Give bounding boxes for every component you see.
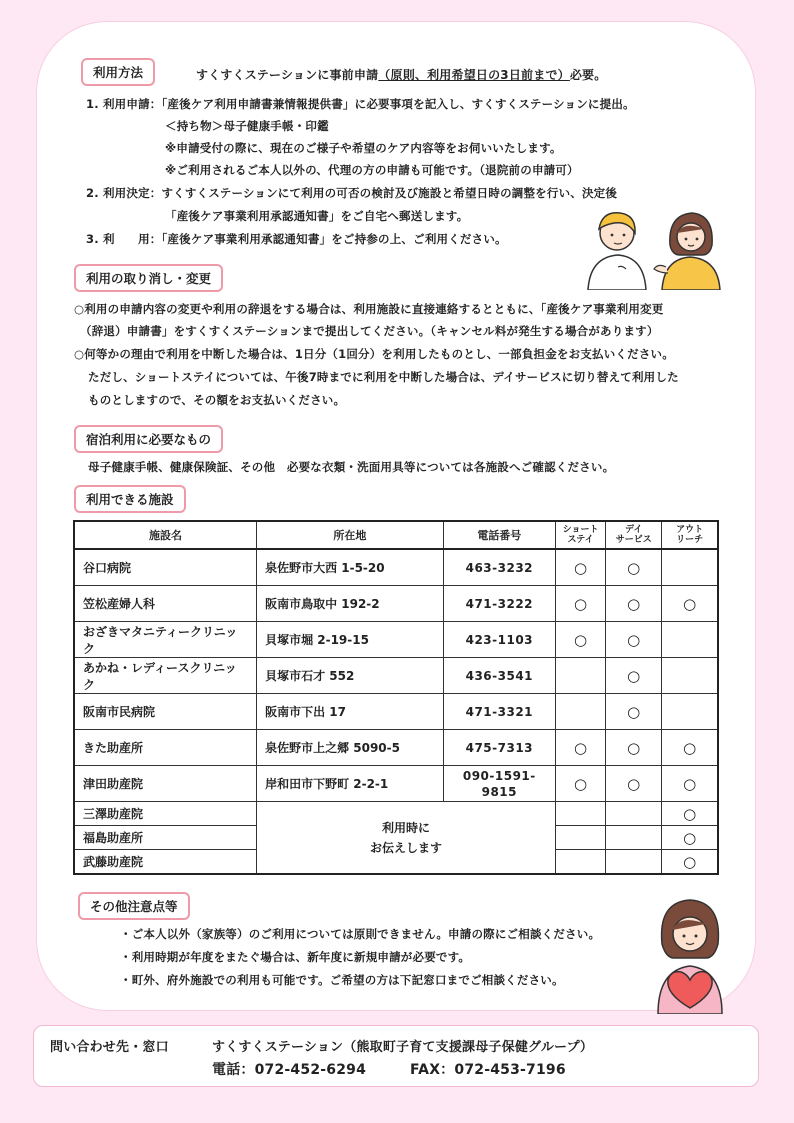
other-line-2: ・利用時期が年度をまたぐ場合は、新年度に新規申請が必要です。	[120, 950, 471, 964]
facilities-label: 利用できる施設	[74, 485, 186, 513]
short-stay-mark: ○	[555, 549, 605, 586]
usage-intro: すくすくステーションに事前申請（原則、利用希望日の3日前まで）必要。	[196, 68, 607, 82]
header-day-service: デイ サービス	[606, 521, 662, 549]
header-short-stay: ショート ステイ	[555, 521, 605, 549]
cancel-line-2: （辞退）申請書」をすくすくステーションまで提出してください。（キャンセル料が発生する場合があります）	[80, 324, 659, 338]
stay-text: 母子健康手帳、健康保険証、その他 必要な衣類・洗面用具等については各施設へご確認ください。	[88, 460, 615, 474]
usage-line-7: 3. 利 用：「産後ケア事業利用承認通知書」をご持参の上、ご利用ください。	[86, 232, 507, 246]
outreach-mark: ○	[662, 826, 718, 850]
outreach-mark	[662, 622, 718, 658]
short-stay-mark: ○	[555, 730, 605, 766]
header-address: 所在地	[257, 521, 444, 549]
outreach-mark: ○	[662, 730, 718, 766]
contact-tel: 電話：072-452-6294	[212, 1062, 367, 1078]
contact-label: 問い合わせ先・窓口	[50, 1040, 169, 1055]
outreach-mark	[662, 658, 718, 694]
outreach-mark: ○	[662, 850, 718, 875]
outreach-mark	[662, 549, 718, 586]
facility-name: 津田助産院	[74, 766, 257, 802]
facility-address: 泉佐野市大西 1-5-20	[257, 549, 444, 586]
day-service-mark	[606, 802, 662, 826]
contact-on-use-note: 利用時に お伝えします	[257, 802, 556, 875]
outreach-mark: ○	[662, 586, 718, 622]
cancel-line-4: ただし、ショートステイについては、午後7時までに利用を中断した場合は、デイサービスに切り替えて利用した	[88, 370, 679, 384]
boy-figure-icon	[588, 213, 646, 290]
facility-name: 武藤助産院	[74, 850, 257, 875]
facility-phone: 436-3541	[443, 658, 555, 694]
facility-name: 阪南市民病院	[74, 694, 257, 730]
short-stay-mark: ○	[555, 622, 605, 658]
usage-line-2: ＜持ち物＞母子健康手帳・印鑑	[165, 119, 329, 133]
table-row	[74, 658, 718, 694]
cancel-label: 利用の取り消し・変更	[74, 264, 223, 292]
short-stay-mark	[555, 658, 605, 694]
facility-address: 岸和田市下野町 2-2-1	[257, 766, 444, 802]
facility-address: 阪南市鳥取中 192-2	[257, 586, 444, 622]
day-service-mark: ○	[606, 730, 662, 766]
facilities-table	[73, 520, 719, 875]
short-stay-mark	[555, 694, 605, 730]
facility-name: 谷口病院	[74, 549, 257, 586]
header-name: 施設名	[74, 521, 257, 549]
facility-address: 泉佐野市上之郷 5090-5	[257, 730, 444, 766]
contact-box	[33, 1025, 759, 1087]
table-row	[74, 766, 718, 802]
short-stay-mark: ○	[555, 586, 605, 622]
facility-address: 貝塚市石才 552	[257, 658, 444, 694]
cancel-line-1: ○利用の申請内容の変更や利用の辞退をする場合は、利用施設に直接連絡するとともに、「産後ケア事業利用変更	[74, 302, 664, 316]
contact-org: すくすくステーション（熊取町子育て支援課母子保健グループ）	[212, 1040, 594, 1055]
usage-line-3: ※申請受付の際に、現在のご様子や希望のケア内容等をお伺いいたします。	[165, 141, 562, 155]
usage-label: 利用方法	[81, 58, 155, 86]
outreach-mark	[662, 694, 718, 730]
table-row	[74, 730, 718, 766]
girl-figure-icon	[654, 213, 720, 290]
outreach-mark: ○	[662, 802, 718, 826]
facility-phone: 471-3222	[443, 586, 555, 622]
facility-name: きた助産所	[74, 730, 257, 766]
contact-fax: FAX：072-453-7196	[410, 1062, 566, 1078]
facility-phone: 423-1103	[443, 622, 555, 658]
table-row	[74, 694, 718, 730]
short-stay-mark: ○	[555, 766, 605, 802]
facility-phone: 475-7313	[443, 730, 555, 766]
table-row	[74, 622, 718, 658]
facility-name: 三澤助産院	[74, 802, 257, 826]
usage-deadline: （原則、利用希望日の3日前まで）	[378, 68, 570, 82]
usage-line-4: ※ご利用されるご本人以外の、代理の方の申請も可能です。（退院前の申請可）	[165, 163, 579, 177]
header-outreach: アウト リーチ	[662, 521, 718, 549]
facility-phone: 090-1591- 9815	[443, 766, 555, 802]
usage-line-6: 「産後ケア事業利用承認通知書」をご自宅へ郵送します。	[165, 209, 469, 223]
day-service-mark	[606, 850, 662, 875]
usage-line-5: 2. 利用決定：すくすくステーションにて利用の可否の検討及び施設と希望日時の調整を行い、決定後	[86, 186, 618, 200]
table-row	[74, 586, 718, 622]
cancel-line-5: ものとしますので、その額をお支払いください。	[88, 393, 346, 407]
facility-name: あかね・レディースクリニック	[74, 658, 257, 694]
facility-name: おざきマタニティークリニック	[74, 622, 257, 658]
day-service-mark: ○	[606, 586, 662, 622]
two-people-illustration	[580, 205, 730, 290]
day-service-mark: ○	[606, 549, 662, 586]
woman-heart-illustration	[648, 892, 732, 1014]
stay-label: 宿泊利用に必要なもの	[74, 425, 223, 453]
day-service-mark: ○	[606, 658, 662, 694]
day-service-mark: ○	[606, 766, 662, 802]
other-label: その他注意点等	[78, 892, 190, 920]
usage-line-1: 1. 利用申請：「産後ケア利用申請書兼情報提供書」に必要事項を記入し、すくすくステーションに提出。	[86, 97, 635, 111]
day-service-mark: ○	[606, 622, 662, 658]
other-line-1: ・ご本人以外（家族等）のご利用については原則できません。申請の際にご相談ください。	[120, 927, 601, 941]
facility-phone: 471-3321	[443, 694, 555, 730]
cancel-line-3: ○何等かの理由で利用を中断した場合は、1日分（1回分）を利用したものとし、一部負担金をお支払いください。	[74, 347, 674, 361]
day-service-mark: ○	[606, 694, 662, 730]
table-header-row	[74, 521, 718, 549]
facility-phone: 463-3232	[443, 549, 555, 586]
header-phone: 電話番号	[443, 521, 555, 549]
facility-name: 笠松産婦人科	[74, 586, 257, 622]
other-line-3: ・町外、府外施設での利用も可能です。ご希望の方は下記窓口までご相談ください。	[120, 973, 564, 987]
outreach-mark: ○	[662, 766, 718, 802]
day-service-mark	[606, 826, 662, 850]
short-stay-mark	[555, 826, 605, 850]
facility-address: 阪南市下出 17	[257, 694, 444, 730]
table-row	[74, 549, 718, 586]
short-stay-mark	[555, 850, 605, 875]
table-row	[74, 802, 718, 826]
facility-address: 貝塚市堀 2-19-15	[257, 622, 444, 658]
short-stay-mark	[555, 802, 605, 826]
woman-with-heart-icon	[658, 900, 722, 1014]
facility-name: 福島助産所	[74, 826, 257, 850]
